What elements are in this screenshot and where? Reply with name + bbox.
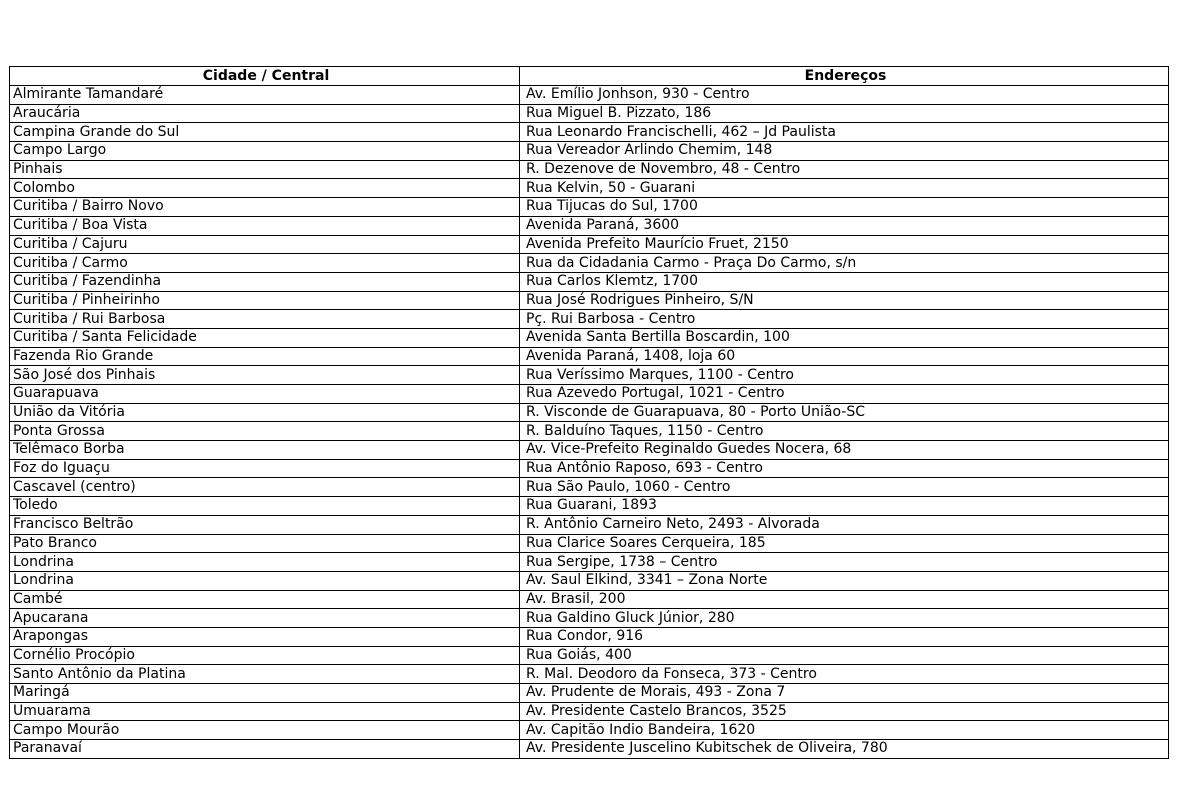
table-row — [10, 272, 1169, 291]
address-cell: Rua Sergipe, 1738 – Centro — [520, 553, 1169, 572]
address-cell: Rua Tijucas do Sul, 1700 — [520, 198, 1169, 217]
table-row — [10, 160, 1169, 179]
address-cell: Rua Vereador Arlindo Chemim, 148 — [520, 142, 1169, 161]
address-cell: Avenida Paraná, 1408, loja 60 — [520, 347, 1169, 366]
city-cell: Curitiba / Rui Barbosa — [10, 310, 520, 329]
city-cell: Cornélio Procópio — [10, 646, 520, 665]
table-row — [10, 590, 1169, 609]
address-cell: Rua da Cidadania Carmo - Praça Do Carmo, s/n — [520, 254, 1169, 273]
address-cell: Rua Carlos Klemtz, 1700 — [520, 272, 1169, 291]
address-table — [9, 66, 1169, 759]
table-row — [10, 684, 1169, 703]
city-cell: São José dos Pinhais — [10, 366, 520, 385]
address-cell: Av. Prudente de Morais, 493 - Zona 7 — [520, 684, 1169, 703]
city-cell: Curitiba / Boa Vista — [10, 216, 520, 235]
city-cell: Colombo — [10, 179, 520, 198]
header-city: Cidade / Central — [10, 67, 520, 86]
table-header-row — [10, 67, 1169, 86]
table-row — [10, 740, 1169, 759]
city-cell: União da Vitória — [10, 403, 520, 422]
table-row — [10, 86, 1169, 105]
address-cell: Rua Miguel B. Pizzato, 186 — [520, 104, 1169, 123]
table-row — [10, 235, 1169, 254]
city-cell: Campina Grande do Sul — [10, 123, 520, 142]
table-row — [10, 310, 1169, 329]
address-cell: R. Balduíno Taques, 1150 - Centro — [520, 422, 1169, 441]
address-cell: Av. Emílio Jonhson, 930 - Centro — [520, 86, 1169, 105]
table-row — [10, 665, 1169, 684]
table-row — [10, 627, 1169, 646]
table-row — [10, 104, 1169, 123]
city-cell: Curitiba / Cajuru — [10, 235, 520, 254]
table-row — [10, 441, 1169, 460]
city-cell: Araucária — [10, 104, 520, 123]
table-row — [10, 403, 1169, 422]
table-row — [10, 216, 1169, 235]
address-cell: R. Visconde de Guarapuava, 80 - Porto União-SC — [520, 403, 1169, 422]
table-row — [10, 254, 1169, 273]
city-cell: Almirante Tamandaré — [10, 86, 520, 105]
address-cell: Av. Vice-Prefeito Reginaldo Guedes Nocera, 68 — [520, 441, 1169, 460]
table-row — [10, 328, 1169, 347]
table-row — [10, 534, 1169, 553]
table-row — [10, 385, 1169, 404]
address-cell: R. Dezenove de Novembro, 48 - Centro — [520, 160, 1169, 179]
city-cell: Fazenda Rio Grande — [10, 347, 520, 366]
header-address: Endereços — [520, 67, 1169, 86]
table-row — [10, 179, 1169, 198]
address-cell: Av. Saul Elkind, 3341 – Zona Norte — [520, 571, 1169, 590]
table-row — [10, 366, 1169, 385]
address-cell: Av. Brasil, 200 — [520, 590, 1169, 609]
city-cell: Curitiba / Pinheirinho — [10, 291, 520, 310]
city-cell: Ponta Grossa — [10, 422, 520, 441]
city-cell: Guarapuava — [10, 385, 520, 404]
address-cell: Rua São Paulo, 1060 - Centro — [520, 478, 1169, 497]
address-cell: Av. Presidente Juscelino Kubitschek de Oliveira, 780 — [520, 740, 1169, 759]
address-table-container — [9, 66, 1168, 759]
table-row — [10, 515, 1169, 534]
address-cell: Avenida Prefeito Maurício Fruet, 2150 — [520, 235, 1169, 254]
address-cell: Rua Veríssimo Marques, 1100 - Centro — [520, 366, 1169, 385]
address-cell: Rua Leonardo Francischelli, 462 – Jd Paulista — [520, 123, 1169, 142]
table-row — [10, 422, 1169, 441]
city-cell: Curitiba / Santa Felicidade — [10, 328, 520, 347]
city-cell: Umuarama — [10, 702, 520, 721]
city-cell: Curitiba / Bairro Novo — [10, 198, 520, 217]
table-row — [10, 291, 1169, 310]
city-cell: Pato Branco — [10, 534, 520, 553]
table-row — [10, 142, 1169, 161]
address-cell: Avenida Santa Bertilla Boscardin, 100 — [520, 328, 1169, 347]
address-cell: R. Mal. Deodoro da Fonseca, 373 - Centro — [520, 665, 1169, 684]
city-cell: Curitiba / Carmo — [10, 254, 520, 273]
table-row — [10, 702, 1169, 721]
city-cell: Francisco Beltrão — [10, 515, 520, 534]
city-cell: Telêmaco Borba — [10, 441, 520, 460]
city-cell: Arapongas — [10, 627, 520, 646]
city-cell: Londrina — [10, 553, 520, 572]
city-cell: Maringá — [10, 684, 520, 703]
address-cell: Rua Azevedo Portugal, 1021 - Centro — [520, 385, 1169, 404]
table-row — [10, 478, 1169, 497]
city-cell: Apucarana — [10, 609, 520, 628]
address-cell: Rua Galdino Gluck Júnior, 280 — [520, 609, 1169, 628]
address-cell: Rua Condor, 916 — [520, 627, 1169, 646]
city-cell: Pinhais — [10, 160, 520, 179]
table-row — [10, 571, 1169, 590]
city-cell: Cambé — [10, 590, 520, 609]
table-row — [10, 123, 1169, 142]
address-cell: Av. Presidente Castelo Brancos, 3525 — [520, 702, 1169, 721]
address-cell: Rua Guarani, 1893 — [520, 497, 1169, 516]
address-cell: Rua Clarice Soares Cerqueira, 185 — [520, 534, 1169, 553]
city-cell: Foz do Iguaçu — [10, 459, 520, 478]
city-cell: Curitiba / Fazendinha — [10, 272, 520, 291]
address-cell: Rua Goiás, 400 — [520, 646, 1169, 665]
city-cell: Paranavaí — [10, 740, 520, 759]
city-cell: Toledo — [10, 497, 520, 516]
table-row — [10, 347, 1169, 366]
table-row — [10, 721, 1169, 740]
table-body — [10, 86, 1169, 759]
address-cell: Rua Kelvin, 50 - Guarani — [520, 179, 1169, 198]
table-row — [10, 646, 1169, 665]
address-cell: Av. Capitão Indio Bandeira, 1620 — [520, 721, 1169, 740]
city-cell: Campo Mourão — [10, 721, 520, 740]
table-row — [10, 553, 1169, 572]
city-cell: Cascavel (centro) — [10, 478, 520, 497]
address-cell: Avenida Paraná, 3600 — [520, 216, 1169, 235]
table-row — [10, 609, 1169, 628]
table-row — [10, 198, 1169, 217]
city-cell: Campo Largo — [10, 142, 520, 161]
address-cell: R. Antônio Carneiro Neto, 2493 - Alvorada — [520, 515, 1169, 534]
table-row — [10, 459, 1169, 478]
address-cell: Rua Antônio Raposo, 693 - Centro — [520, 459, 1169, 478]
address-cell: Pç. Rui Barbosa - Centro — [520, 310, 1169, 329]
table-row — [10, 497, 1169, 516]
city-cell: Santo Antônio da Platina — [10, 665, 520, 684]
city-cell: Londrina — [10, 571, 520, 590]
address-cell: Rua José Rodrigues Pinheiro, S/N — [520, 291, 1169, 310]
